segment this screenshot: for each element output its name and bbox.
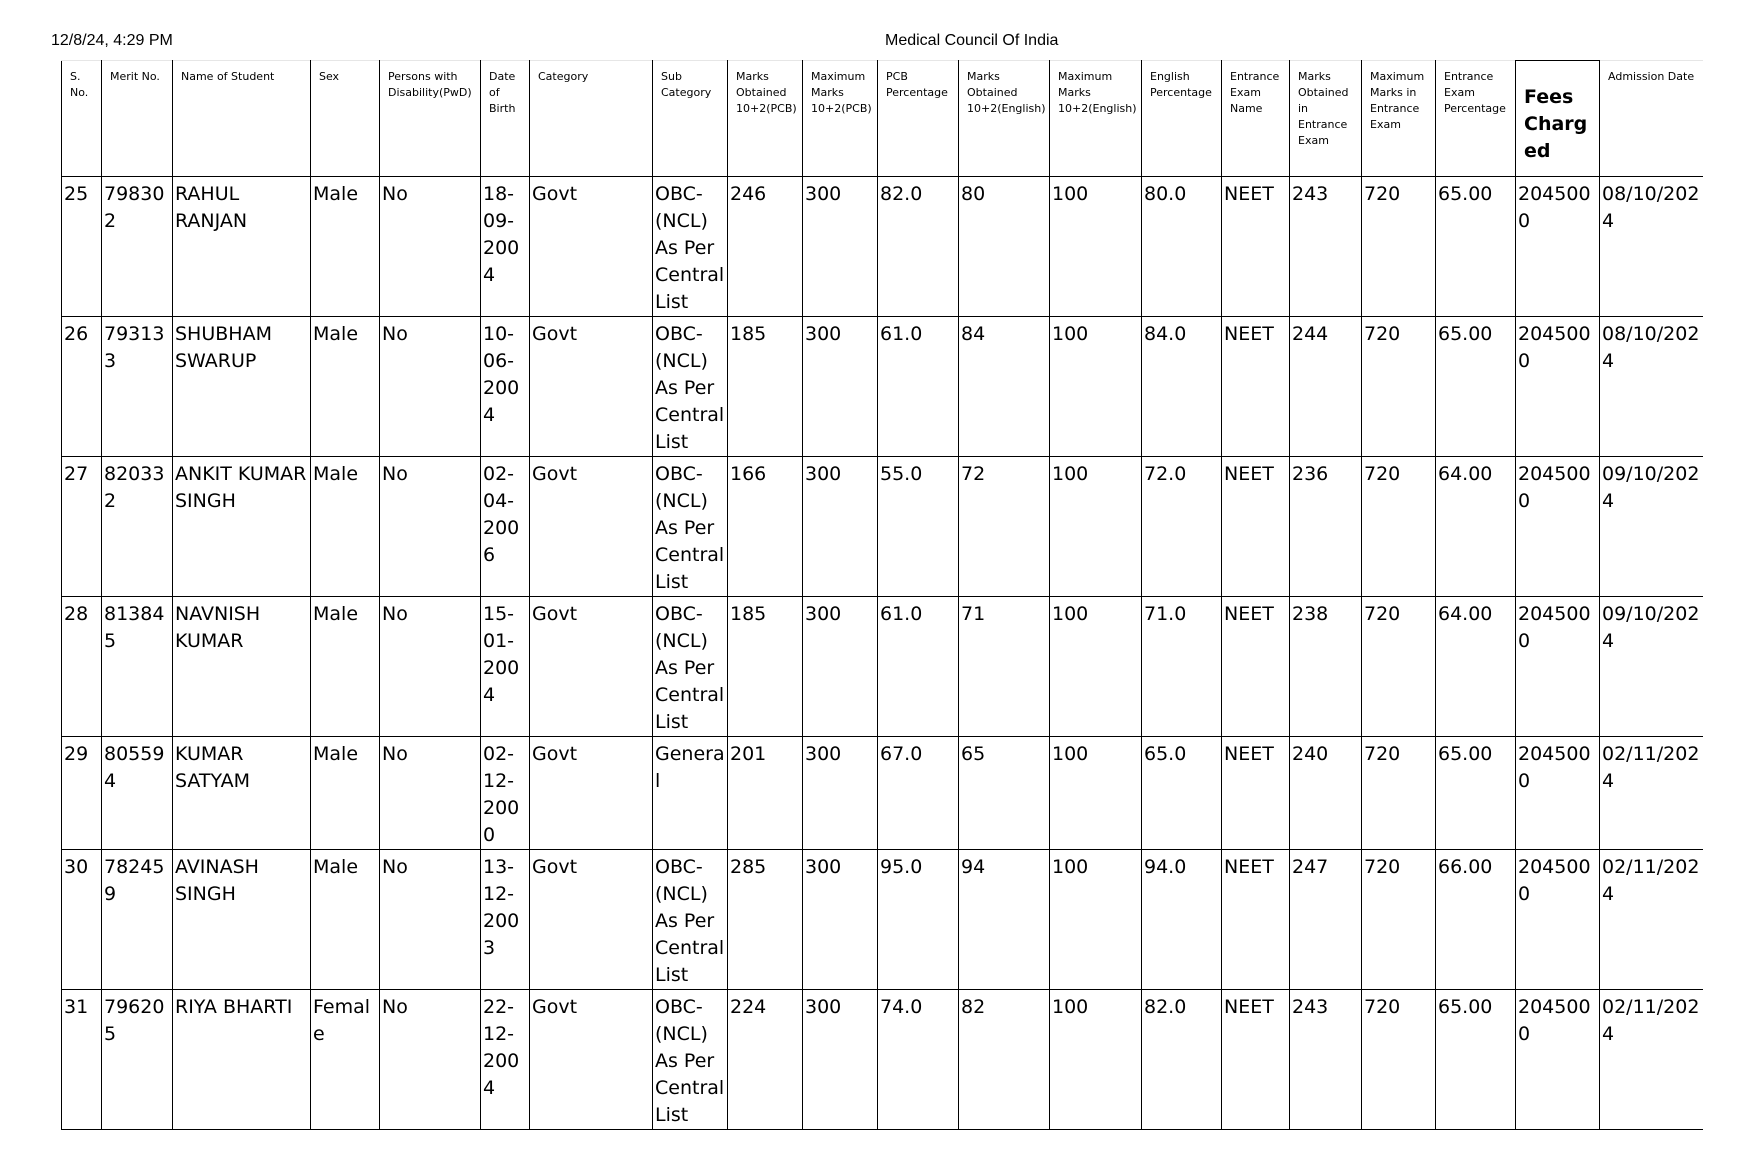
table-cell: 10-06-2004 [481,317,530,457]
table-cell: 2045000 [1516,457,1600,597]
table-cell: 27 [62,457,102,597]
column-header: Sex [311,61,380,177]
table-cell: OBC-(NCL) As Per Central List [653,317,728,457]
table-cell: NEET [1222,597,1290,737]
column-header: Name of Student [173,61,311,177]
table-cell: 720 [1362,457,1436,597]
table-cell: 2045000 [1516,317,1600,457]
column-header: Maximum Marks 10+2(PCB) [803,61,878,177]
table-cell: 238 [1290,597,1362,737]
table-cell: 02-12-2000 [481,737,530,850]
column-header: S. No. [62,61,102,177]
table-cell: 185 [728,317,803,457]
table-cell: 65.00 [1436,737,1516,850]
table-cell: 55.0 [878,457,959,597]
table-cell: KUMAR SATYAM [173,737,311,850]
table-cell: 65.00 [1436,177,1516,317]
table-cell: Govt [530,457,653,597]
page-title: Medical Council Of India [885,32,1059,49]
table-cell: General [653,737,728,850]
table-cell: 84.0 [1142,317,1222,457]
table-cell: 100 [1050,177,1142,317]
column-header: Maximum Marks 10+2(English) [1050,61,1142,177]
table-cell: 185 [728,597,803,737]
column-header: English Percentage [1142,61,1222,177]
table-cell: 13-12-2003 [481,850,530,990]
table-cell: 82 [959,990,1050,1130]
column-header: PCB Percentage [878,61,959,177]
table-cell: 224 [728,990,803,1130]
table-cell: 15-01-2004 [481,597,530,737]
table-cell: 2045000 [1516,850,1600,990]
table-cell: 793133 [102,317,173,457]
column-header: Merit No. [102,61,173,177]
table-cell: 65.0 [1142,737,1222,850]
table-cell: 66.00 [1436,850,1516,990]
table-cell: 80.0 [1142,177,1222,317]
table-cell: 166 [728,457,803,597]
print-header [0,0,1744,60]
column-header: Maximum Marks in Entrance Exam [1362,61,1436,177]
table-cell: 09/10/2024 [1600,597,1703,737]
table-cell: 720 [1362,850,1436,990]
table-cell: Govt [530,597,653,737]
table-cell: No [380,990,481,1130]
table-cell: 82.0 [878,177,959,317]
table-cell: ANKIT KUMAR SINGH [173,457,311,597]
table-cell: 18-09-2004 [481,177,530,317]
table-cell: SHUBHAM SWARUP [173,317,311,457]
table-cell: Govt [530,177,653,317]
table-cell: 201 [728,737,803,850]
table-cell: 08/10/2024 [1600,317,1703,457]
table-cell: 100 [1050,317,1142,457]
table-cell: 30 [62,850,102,990]
table-cell: No [380,850,481,990]
table-cell: 246 [728,177,803,317]
table-cell: 65 [959,737,1050,850]
table-cell: NEET [1222,737,1290,850]
table-cell: 26 [62,317,102,457]
table-cell: Female [311,990,380,1130]
table-cell: 31 [62,990,102,1130]
table-cell: 94.0 [1142,850,1222,990]
column-header: Category [530,61,653,177]
table-cell: 65.00 [1436,317,1516,457]
table-cell: 2045000 [1516,177,1600,317]
table-row [62,737,1703,850]
table-cell: Male [311,597,380,737]
table-cell: 285 [728,850,803,990]
table-cell: 820332 [102,457,173,597]
table-cell: 247 [1290,850,1362,990]
table-cell: 29 [62,737,102,850]
table-cell: 61.0 [878,597,959,737]
column-header: Marks Obtained in Entrance Exam [1290,61,1362,177]
table-cell: 02-04-2006 [481,457,530,597]
table-cell: 798302 [102,177,173,317]
table-cell: 72 [959,457,1050,597]
table-cell: No [380,317,481,457]
table-cell: NAVNISH KUMAR [173,597,311,737]
table-cell: 720 [1362,317,1436,457]
table-cell: 2045000 [1516,737,1600,850]
table-cell: 300 [803,990,878,1130]
column-header: Entrance Exam Percentage [1436,61,1516,177]
table-row [62,990,1703,1130]
table-cell: 244 [1290,317,1362,457]
table-cell: 28 [62,597,102,737]
table-cell: 300 [803,177,878,317]
table-cell: Male [311,457,380,597]
table-row [62,597,1703,737]
table-cell: 94 [959,850,1050,990]
table-cell: NEET [1222,317,1290,457]
table-cell: 72.0 [1142,457,1222,597]
table-cell: 300 [803,317,878,457]
table-cell: 300 [803,597,878,737]
table-cell: RIYA BHARTI [173,990,311,1130]
table-cell: 25 [62,177,102,317]
table-cell: No [380,737,481,850]
table-cell: 02/11/2024 [1600,990,1703,1130]
table-row [62,177,1703,317]
table-cell: 813845 [102,597,173,737]
table-cell: 100 [1050,457,1142,597]
table-cell: 02/11/2024 [1600,850,1703,990]
table-cell: 95.0 [878,850,959,990]
table-cell: Male [311,850,380,990]
table-cell: 09/10/2024 [1600,457,1703,597]
column-header: Persons with Disability(PwD) [380,61,481,177]
table-cell: No [380,597,481,737]
admissions-table [61,60,1703,1130]
table-cell: 84 [959,317,1050,457]
table-cell: 71.0 [1142,597,1222,737]
table-row [62,850,1703,990]
table-cell: 243 [1290,990,1362,1130]
column-header: Admission Date [1600,61,1703,177]
table-cell: 82.0 [1142,990,1222,1130]
table-cell: 67.0 [878,737,959,850]
table-cell: 300 [803,737,878,850]
table-cell: OBC-(NCL) As Per Central List [653,990,728,1130]
table-cell: 100 [1050,990,1142,1130]
column-header: Marks Obtained 10+2(English) [959,61,1050,177]
table-cell: 720 [1362,990,1436,1130]
table-cell: 64.00 [1436,457,1516,597]
table-cell: 236 [1290,457,1362,597]
table-cell: 300 [803,457,878,597]
table-cell: Male [311,177,380,317]
table-cell: 08/10/2024 [1600,177,1703,317]
table-cell: NEET [1222,850,1290,990]
table-cell: OBC-(NCL) As Per Central List [653,457,728,597]
table-cell: Govt [530,990,653,1130]
table-cell: 02/11/2024 [1600,737,1703,850]
column-header-fees: Fees Charged [1516,61,1600,177]
table-cell: Govt [530,317,653,457]
table-cell: OBC-(NCL) As Per Central List [653,850,728,990]
column-header: Marks Obtained 10+2(PCB) [728,61,803,177]
table-cell: 805594 [102,737,173,850]
table-cell: 100 [1050,597,1142,737]
table-cell: 100 [1050,850,1142,990]
table-cell: 720 [1362,737,1436,850]
table-cell: 2045000 [1516,990,1600,1130]
table-cell: 240 [1290,737,1362,850]
table-row [62,457,1703,597]
table-cell: OBC-(NCL) As Per Central List [653,177,728,317]
print-date: 12/8/24, 4:29 PM [51,32,173,49]
table-cell: No [380,457,481,597]
table-cell: 61.0 [878,317,959,457]
table-cell: NEET [1222,990,1290,1130]
table-cell: 74.0 [878,990,959,1130]
table-cell: 300 [803,850,878,990]
table-cell: 22-12-2004 [481,990,530,1130]
table-cell: 243 [1290,177,1362,317]
column-header: Date of Birth [481,61,530,177]
table-cell: 796205 [102,990,173,1130]
table-cell: Male [311,737,380,850]
table-cell: OBC-(NCL) As Per Central List [653,597,728,737]
table-cell: Govt [530,850,653,990]
table-cell: 720 [1362,177,1436,317]
table-cell: 80 [959,177,1050,317]
table-cell: AVINASH SINGH [173,850,311,990]
table-header-row [62,61,1703,177]
table-cell: 2045000 [1516,597,1600,737]
table-cell: 100 [1050,737,1142,850]
column-header: Entrance Exam Name [1222,61,1290,177]
table-cell: Male [311,317,380,457]
table-cell: 71 [959,597,1050,737]
table-cell: 782459 [102,850,173,990]
table-cell: NEET [1222,457,1290,597]
table-cell: No [380,177,481,317]
table-row [62,317,1703,457]
table-cell: Govt [530,737,653,850]
table-cell: RAHUL RANJAN [173,177,311,317]
table-cell: 720 [1362,597,1436,737]
table-cell: 65.00 [1436,990,1516,1130]
table-cell: NEET [1222,177,1290,317]
column-header: Sub Category [653,61,728,177]
table-cell: 64.00 [1436,597,1516,737]
